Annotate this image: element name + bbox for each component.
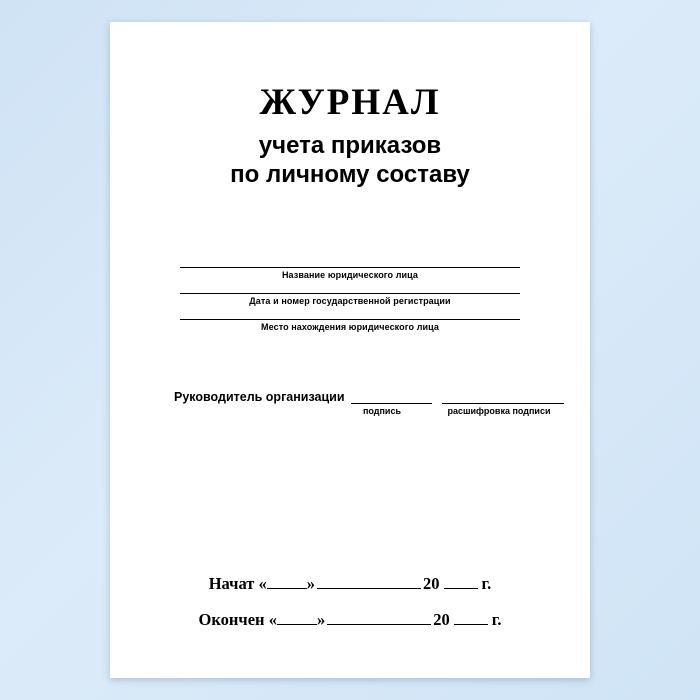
date-year-blank[interactable] [444, 575, 478, 589]
field-line[interactable] [180, 293, 520, 294]
field-legal-entity-name [180, 267, 520, 280]
quote-open: « [258, 574, 267, 593]
date-year-blank[interactable] [454, 611, 488, 625]
document-subtitle-line1: учета приказов [258, 131, 442, 159]
signature-decode-blank[interactable] [442, 391, 564, 404]
signature-label: Руководитель организации [174, 390, 345, 404]
date-row-started [110, 574, 590, 594]
date-month-blank[interactable] [327, 611, 431, 625]
date-started-label: Начат [208, 574, 255, 593]
year-prefix: 20 [433, 610, 450, 629]
date-day-blank[interactable] [267, 575, 307, 589]
date-block [110, 574, 590, 646]
signature-caption-sign: подпись [362, 406, 402, 416]
quote-open: « [268, 610, 277, 629]
field-line[interactable] [180, 319, 520, 320]
title-block [110, 84, 590, 189]
field-registration-date-number [180, 293, 520, 306]
year-prefix: 20 [423, 574, 440, 593]
entity-fields [180, 267, 520, 345]
date-row-finished [110, 610, 590, 630]
field-caption: Место нахождения юридического лица [261, 322, 439, 332]
date-finished-label: Окончен [198, 610, 265, 629]
document-title: ЖУРНАЛ [259, 82, 441, 123]
year-suffix: г. [481, 574, 492, 593]
field-caption: Название юридического лица [281, 270, 419, 280]
document-sheet [110, 22, 590, 678]
field-caption: Дата и номер государственной регистрации [249, 296, 451, 306]
date-day-blank[interactable] [277, 611, 317, 625]
quote-close: » [316, 610, 326, 629]
field-legal-address [180, 319, 520, 332]
year-suffix: г. [491, 610, 502, 629]
quote-close: » [306, 574, 316, 593]
document-subtitle-line2: по личному составу [230, 161, 470, 189]
field-line[interactable] [180, 267, 520, 268]
date-month-blank[interactable] [317, 575, 421, 589]
signature-caption-decode: расшифровка подписи [447, 406, 551, 416]
signature-blank[interactable] [351, 391, 433, 404]
signature-block [174, 390, 564, 416]
